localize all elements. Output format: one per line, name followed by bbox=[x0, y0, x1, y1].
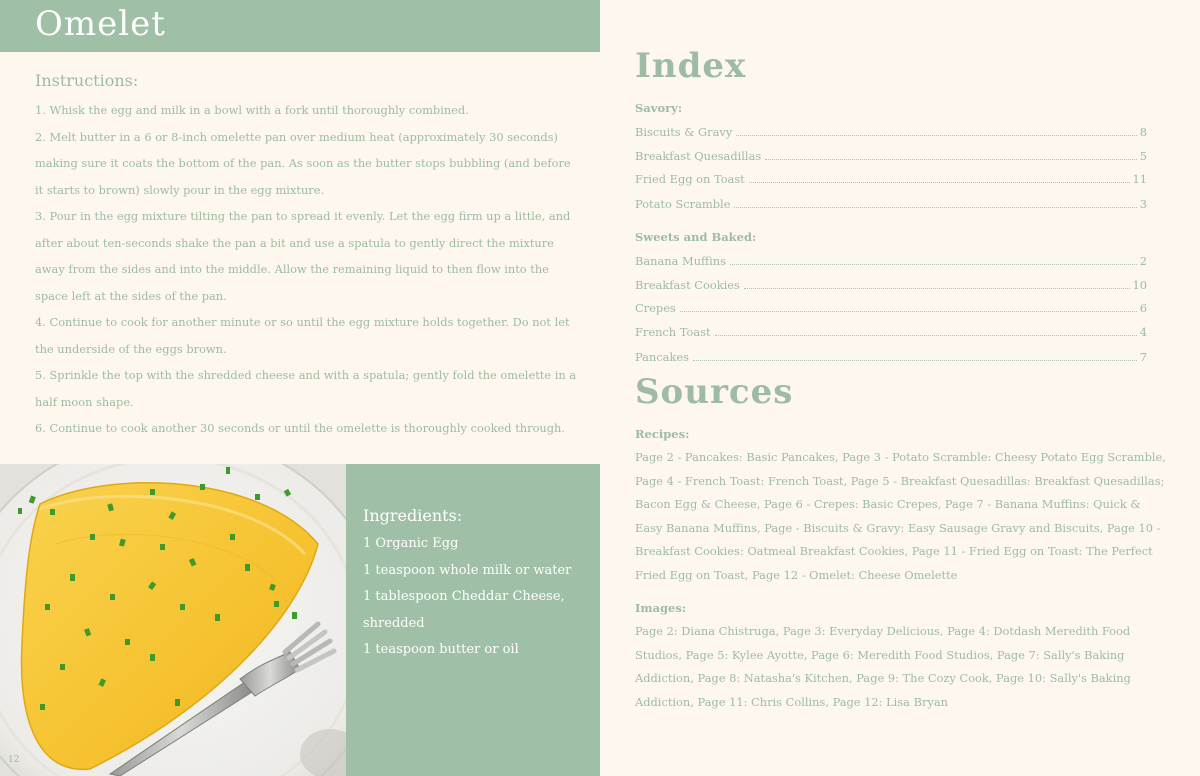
index-entry-name: French Toast bbox=[635, 325, 711, 339]
index-entry-name: Biscuits & Gravy bbox=[635, 125, 733, 139]
instruction-step: 4. Continue to cook for another minute or so until the egg mixture holds together. Do not let the underside of the eggs brown. bbox=[35, 315, 570, 356]
dot-leader bbox=[715, 335, 1137, 336]
index-entry-name: Fried Egg on Toast bbox=[635, 172, 745, 186]
ingredient-item: 1 teaspoon whole milk or water bbox=[363, 562, 572, 578]
omelet-photo bbox=[0, 464, 346, 776]
ingredients-heading: Ingredients: bbox=[363, 506, 463, 525]
index-entry-page: 8 bbox=[1139, 125, 1147, 139]
index-entry-name: Pancakes bbox=[635, 350, 689, 364]
sweets-heading: Sweets and Baked: bbox=[635, 230, 757, 244]
index-entry[interactable] bbox=[635, 123, 1147, 139]
index-entry-page: 11 bbox=[1132, 172, 1147, 186]
image-credits-text: Page 2: Diana Chistruga, Page 3: Everyday Delicious, Page 4: Dotdash Meredith Food Studios, Page 5: Kylee Ayotte, Page 6: Meredith Food Studios, Page 7: Sally's Baking Addiction, Page 8: Natasha's Kitchen, Page 9: The Cozy Cook, Page 10: Sally's Baking Addiction, Page 11: Chris Collins, Page 12: Lisa Bryan bbox=[635, 624, 1131, 709]
ingredient-item: 1 teaspoon butter or oil bbox=[363, 642, 519, 657]
instruction-step: 6. Continue to cook another 30 seconds or until the omelette is thoroughly cooked through. bbox=[35, 421, 566, 435]
dot-leader bbox=[693, 360, 1137, 361]
index-entry-page: 4 bbox=[1139, 325, 1147, 339]
recipe-sources-text: Page 2 - Pancakes: Basic Pancakes, Page 3 - Potato Scramble: Cheesy Potato Egg Scramble, Page 4 - French Toast: French Toast, Page 5 - Breakfast Quesadillas: Breakfast Quesadillas; Bacon Egg & Cheese, Page 6 - Crepes: Basic Crepes, Page 7 - Banana Muffins: Quick & Easy Banana Muffins, Page - Biscuits & Gravy: Easy Sausage Gravy and Biscuits, Page 10 - Breakfast Cookies: Oatmeal Breakfast Cookies, Page 11 - Fried Egg on Toast: The Perfect Fried Egg on Toast, Page 12 - Omelet: Cheese Omelette bbox=[635, 450, 1166, 582]
dot-leader bbox=[765, 159, 1137, 160]
index-heading: Index bbox=[635, 46, 747, 86]
index-entry[interactable] bbox=[635, 195, 1147, 211]
index-entry-name: Breakfast Quesadillas bbox=[635, 149, 762, 163]
ingredient-item: 1 tablespoon Cheddar Cheese, shredded bbox=[363, 589, 565, 631]
dot-leader bbox=[730, 264, 1137, 265]
dot-leader bbox=[734, 207, 1136, 208]
dot-leader bbox=[680, 311, 1137, 312]
index-entry-name: Potato Scramble bbox=[635, 197, 731, 211]
index-entry-page: 7 bbox=[1139, 350, 1147, 364]
index-entry-page: 10 bbox=[1132, 278, 1147, 292]
sources-heading: Sources bbox=[635, 372, 794, 412]
index-entry-name: Crepes bbox=[635, 301, 676, 315]
instructions-heading: Instructions: bbox=[35, 71, 139, 90]
page-number: 12 bbox=[8, 755, 20, 765]
instruction-step: 3. Pour in the egg mixture tilting the pan to spread it evenly. Let the egg firm up a little, and after about ten-seconds shake the pan a bit and use a spatula to gently direct the mixture away from the sides and into the middle. Allow the remaining liquid to then flow into the space left at the sides of the pan. bbox=[35, 209, 571, 303]
index-entry-name: Breakfast Cookies bbox=[635, 278, 740, 292]
instructions-list bbox=[35, 97, 580, 442]
recipe-title: Omelet bbox=[35, 4, 166, 44]
savory-heading: Savory: bbox=[635, 101, 683, 115]
ingredient-item: 1 Organic Egg bbox=[363, 536, 459, 551]
index-entry[interactable] bbox=[635, 170, 1147, 186]
title-bar bbox=[0, 0, 600, 52]
index-entry-page: 2 bbox=[1139, 254, 1147, 268]
index-entry-page: 3 bbox=[1139, 197, 1147, 211]
index-entry[interactable] bbox=[635, 252, 1147, 268]
index-entry-page: 5 bbox=[1139, 149, 1147, 163]
index-entry-page: 6 bbox=[1139, 301, 1147, 315]
images-heading: Images: bbox=[635, 601, 687, 615]
recipes-heading: Recipes: bbox=[635, 427, 690, 441]
index-entry[interactable] bbox=[635, 276, 1147, 292]
instruction-step: 5. Sprinkle the top with the shredded cheese and with a spatula; gently fold the omelette in a half moon shape. bbox=[35, 368, 577, 409]
index-entry[interactable] bbox=[635, 323, 1147, 339]
omelet-illustration bbox=[0, 464, 346, 776]
instruction-step: 1. Whisk the egg and milk in a bowl with a fork until thoroughly combined. bbox=[35, 103, 469, 117]
index-page bbox=[600, 0, 1200, 776]
index-entry[interactable] bbox=[635, 299, 1147, 315]
index-entry[interactable] bbox=[635, 348, 1147, 364]
ingredients-list bbox=[363, 531, 585, 664]
dot-leader bbox=[744, 288, 1130, 289]
index-entry-name: Banana Muffins bbox=[635, 254, 726, 268]
dot-leader bbox=[749, 182, 1130, 183]
instruction-step: 2. Melt butter in a 6 or 8-inch omelette pan over medium heat (approximately 30 seconds) making sure it coats the bottom of the pan. As soon as the butter stops bubbling (and before it starts to brown) slowly pour in the egg mixture. bbox=[35, 129, 571, 197]
dot-leader bbox=[736, 135, 1137, 136]
index-entry[interactable] bbox=[635, 147, 1147, 163]
ingredients-panel bbox=[346, 464, 600, 776]
